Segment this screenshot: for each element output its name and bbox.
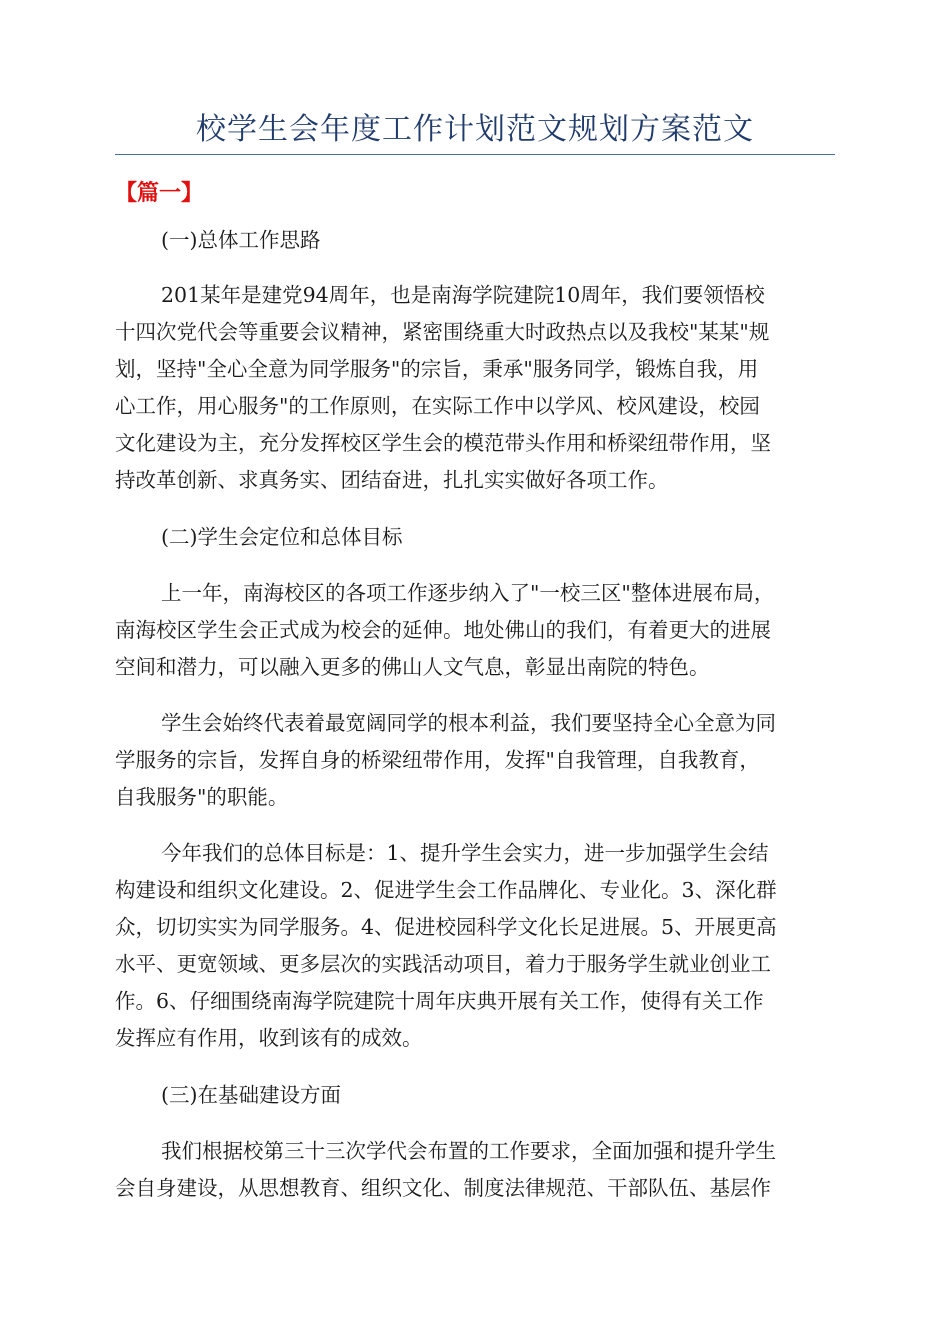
paragraph-line: 心工作，用心服务"的工作原则，在实际工作中以学风、校风建设，校园 [115, 394, 760, 418]
paragraph-line: (二)学生会定位和总体目标 [161, 525, 403, 549]
paragraph-line: 构建设和组织文化建设。2、促进学生会工作品牌化、专业化。3、深化群 [115, 878, 777, 902]
paragraph-line: 会自身建设，从思想教育、组织文化、制度法律规范、干部队伍、基层作 [115, 1176, 771, 1200]
paragraph-line: (三)在基础建设方面 [161, 1083, 341, 1107]
subheading-2 [115, 519, 835, 556]
subheading-1 [115, 222, 835, 259]
paragraph-line: 201某年是建党94周年，也是南海学院建院10周年，我们要领悟校 [161, 283, 765, 307]
title-underline [115, 154, 835, 155]
paragraph-line: 发挥应有作用，收到该有的成效。 [115, 1026, 423, 1050]
section-label: 【篇一】 [115, 181, 204, 206]
paragraph-line: 划，坚持"全心全意为同学服务"的宗旨，秉承"服务同学，锻炼自我，用 [115, 357, 759, 381]
paragraph-line: (一)总体工作思路 [161, 228, 321, 252]
document-title: 校学生会年度工作计划范文规划方案范文 [196, 112, 754, 147]
paragraph-line: 南海校区学生会正式成为校会的延伸。地处佛山的我们，有着更大的进展 [115, 618, 771, 642]
paragraph-3 [115, 705, 835, 816]
paragraph-line: 十四次党代会等重要会议精神，紧密围绕重大时政热点以及我校"某某"规 [115, 320, 770, 344]
paragraph-5 [115, 1133, 835, 1207]
paragraph-line: 我们根据校第三十三次学代会布置的工作要求，全面加强和提升学生 [161, 1139, 776, 1163]
paragraph-line: 自我服务"的职能。 [115, 785, 289, 809]
paragraph-line: 作。6、仔细围绕南海学院建院十周年庆典开展有关工作，使得有关工作 [115, 989, 764, 1013]
paragraph-line: 持改革创新、求真务实、团结奋进，扎扎实实做好各项工作。 [115, 468, 669, 492]
paragraph-line: 学生会始终代表着最宽阔同学的根本利益，我们要坚持全心全意为同 [161, 711, 776, 735]
subheading-3 [115, 1077, 835, 1114]
paragraph-line: 今年我们的总体目标是：1、提升学生会实力，进一步加强学生会结 [161, 841, 769, 865]
paragraph-4 [115, 835, 835, 1057]
paragraph-line: 上一年，南海校区的各项工作逐步纳入了"一校三区"整体进展布局， [161, 581, 775, 605]
paragraph-1 [115, 277, 835, 499]
paragraph-line: 水平、更宽领域、更多层次的实践活动项目，着力于服务学生就业创业工 [115, 952, 771, 976]
paragraph-line: 空间和潜力，可以融入更多的佛山人文气息，彰显出南院的特色。 [115, 655, 710, 679]
paragraph-2 [115, 575, 835, 686]
paragraph-line: 学服务的宗旨，发挥自身的桥梁纽带作用，发挥"自我管理，自我教育， [115, 748, 760, 772]
paragraph-line: 众，切切实实为同学服务。4、促进校园科学文化长足进展。5、开展更高 [115, 915, 777, 939]
paragraph-line: 文化建设为主，充分发挥校区学生会的模范带头作用和桥梁纽带作用，坚 [115, 431, 771, 455]
